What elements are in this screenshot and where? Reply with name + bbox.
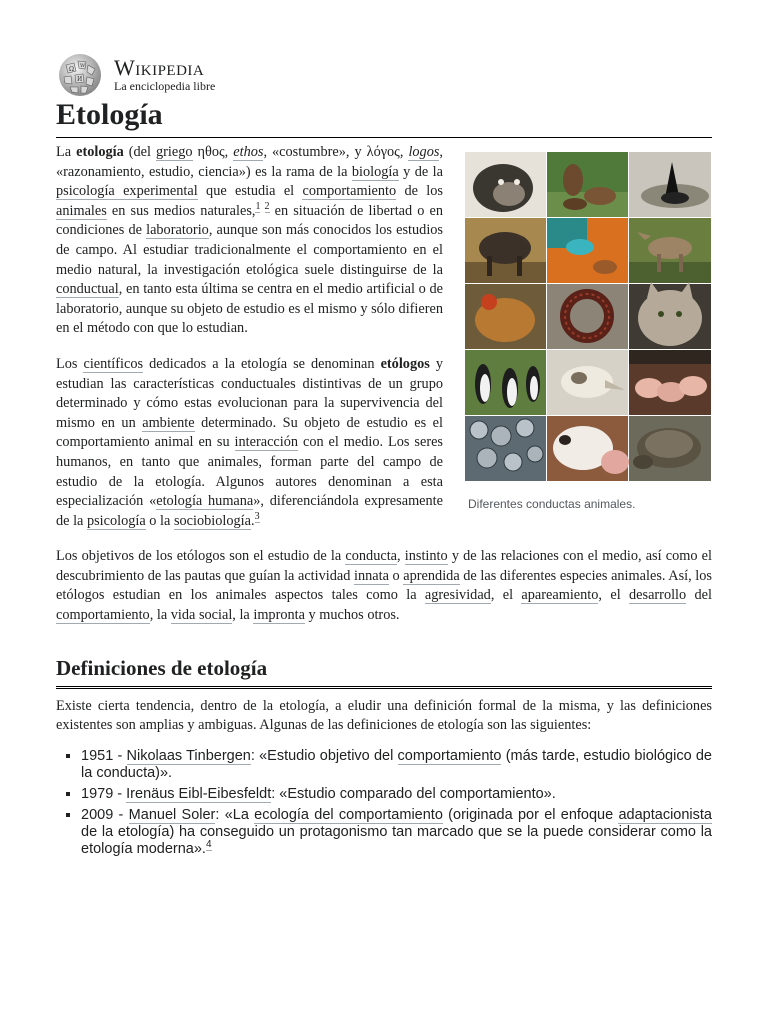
link-ecologia-comportamiento[interactable]: ecología del comportamiento <box>254 806 443 823</box>
photo-millipede[interactable] <box>547 284 628 349</box>
link-aprendida[interactable]: aprendida <box>403 567 460 584</box>
photo-tortoises[interactable] <box>629 416 711 481</box>
image-gallery <box>465 152 711 514</box>
link-comportamiento[interactable]: comportamiento <box>397 747 502 764</box>
link-comportamiento[interactable]: comportamiento <box>302 183 397 200</box>
bold-term: etología <box>76 144 124 160</box>
photo-orca-beach[interactable] <box>629 152 711 217</box>
link-tinbergen[interactable]: Nikolaas Tinbergen <box>126 747 251 764</box>
ref-2[interactable]: 2 <box>264 201 270 213</box>
tagline: La enciclopedia libre <box>114 79 216 93</box>
link-comportamiento[interactable]: comportamiento <box>56 607 150 624</box>
link-innata[interactable]: innata <box>354 567 389 584</box>
italic-term[interactable]: logos <box>408 144 440 160</box>
link-laboratorio[interactable]: laboratorio <box>146 222 209 239</box>
definitions-list <box>56 748 712 858</box>
link-manuel-soler[interactable]: Manuel Soler <box>128 806 216 823</box>
link-eibl-eibesfeldt[interactable]: Irenäus Eibl-Eibesfeldt <box>126 785 272 802</box>
wordmark[interactable]: Wikipedia <box>114 55 205 80</box>
animal-photo-grid[interactable] <box>465 152 711 483</box>
ref-1[interactable]: 1 <box>255 201 261 213</box>
link-etologia-humana[interactable]: etología humana <box>156 493 254 510</box>
photo-coyote[interactable] <box>629 218 711 283</box>
list-item: ▪ 1979 - Irenäus Eibl-Eibesfeldt: «Estudio comparado del comportamiento». <box>81 786 712 803</box>
photo-chimp-face[interactable] <box>465 152 546 217</box>
link-biologia[interactable]: biología <box>351 163 399 180</box>
link-cientificos[interactable]: científicos <box>83 355 144 372</box>
link-psicologia-experimental[interactable]: psicología experimental <box>56 183 198 200</box>
link-sociobiologia[interactable]: sociobiología <box>173 512 251 529</box>
svg-text:И: И <box>77 76 83 83</box>
link-conductual[interactable]: conductual <box>56 281 119 298</box>
link-vida-social[interactable]: vida social <box>170 607 233 624</box>
link-adaptacionista[interactable]: adaptacionista <box>618 806 712 823</box>
link-conducta[interactable]: conducta <box>345 548 398 565</box>
link-instinto[interactable]: instinto <box>404 548 448 565</box>
link-griego[interactable]: griego <box>156 144 193 160</box>
photo-penguins[interactable] <box>465 350 546 415</box>
svg-text:W: W <box>80 63 86 69</box>
third-paragraph: Los objetivos de los etólogos son el estudio de la conducta, instinto y de las relaciones con el medio, así como el descubrimiento de las pautas que guían la actividad innata o aprendida de las diferentes especies animales. Así, los etólogos estudian en los animales aspectos tales como la agresividad, el apareamiento, el desarrollo del comportamiento, la vida social, la impronta y muchos otros. <box>56 548 713 624</box>
link-agresividad[interactable]: agresividad <box>424 587 491 604</box>
link-impronta[interactable]: impronta <box>253 607 305 624</box>
page-title: Etología <box>56 93 712 138</box>
list-item: ▪ 2009 - Manuel Soler: «La ecología del comportamiento (originada por el enfoque adaptacionista de la etología) ha conseguido un protagonismo tan marcado que se la puede considerar como la etología moderna».$^4$ <box>81 807 712 858</box>
wikipedia-globe-logo[interactable] <box>56 53 104 97</box>
link-psicologia[interactable]: psicología <box>86 512 146 529</box>
link-animales[interactable]: animales <box>56 202 107 219</box>
section-heading-definiciones: Definiciones de etología <box>56 654 712 689</box>
second-paragraph: Los científicos dedicados a la etología se denominan etólogos y estudian las características conductuales distintivas de un grupo determinado y cómo estas evolucionan para la supervivencia del mismo en un ambiente determinado. Su objeto de estudio es el comportamiento animal en su interacción con el medio. Los seres humanos, en tanto que animales, forman parte del campo de estudio de la etología. Algunos autores denominan a esta especialización «etología humana», diferenciándola expresamente de la psicología o la sociobiología.$^3$ <box>56 355 443 529</box>
photo-hen[interactable] <box>465 284 546 349</box>
photo-bird-in-tree[interactable] <box>547 218 628 283</box>
photo-buffalo[interactable] <box>465 218 546 283</box>
site-header <box>56 53 356 97</box>
bold-term: etólogos <box>380 355 430 372</box>
photo-calf-nursing[interactable] <box>547 416 629 481</box>
gallery-caption: Diferentes conductas animales. <box>468 496 636 511</box>
definitions-intro: Existe cierta tendencia, dentro de la etología, a eludir una definición formal de la misma, y las definiciones existentes son amplias y ambiguas. Algunas de las definiciones de etología son las siguientes: <box>56 697 712 734</box>
article-body <box>56 143 712 862</box>
ref-3[interactable]: 3 <box>254 510 260 522</box>
link-desarrollo[interactable]: desarrollo <box>629 587 687 604</box>
photo-frog-eggs[interactable] <box>465 416 546 481</box>
photo-piglets[interactable] <box>629 350 711 415</box>
link-interaccion[interactable]: interacción <box>234 434 299 451</box>
list-item: ▪ 1951 - Nikolaas Tinbergen: «Estudio objetivo del comportamiento (más tarde, estudio biológico de la conducta)». <box>81 748 712 782</box>
link-apareamiento[interactable]: apareamiento <box>521 587 599 604</box>
photo-cat[interactable] <box>629 282 711 349</box>
photo-otters[interactable] <box>547 152 628 217</box>
photo-bird-skull[interactable] <box>547 350 628 415</box>
italic-term[interactable]: ethos <box>233 144 264 160</box>
intro-paragraph: La etología (del griego ηθος, ethos, «costumbre», y λόγος, logos, «razonamiento, estudio, ciencia») es la rama de la biología y de la psicología experimental que estudia el comportamiento de los animales en sus medios naturales,$^{1 2}$ en situación de libertad o en condiciones de laboratorio, aunque son más conocidos los estudios de campo. Al estudiar tradicionalmente el comportamiento en el medio natural, la investigación etológica suele distinguirse de la conductual, en tanto esta última se centra en el medio artificial o de laboratorio, aunque su objeto de estudio es el mismo y sólo difieren en el método con que lo estudian. <box>56 144 444 337</box>
link-ambiente[interactable]: ambiente <box>142 414 195 431</box>
svg-text:Ω: Ω <box>69 66 74 73</box>
ref-4[interactable]: 4 <box>205 839 212 851</box>
